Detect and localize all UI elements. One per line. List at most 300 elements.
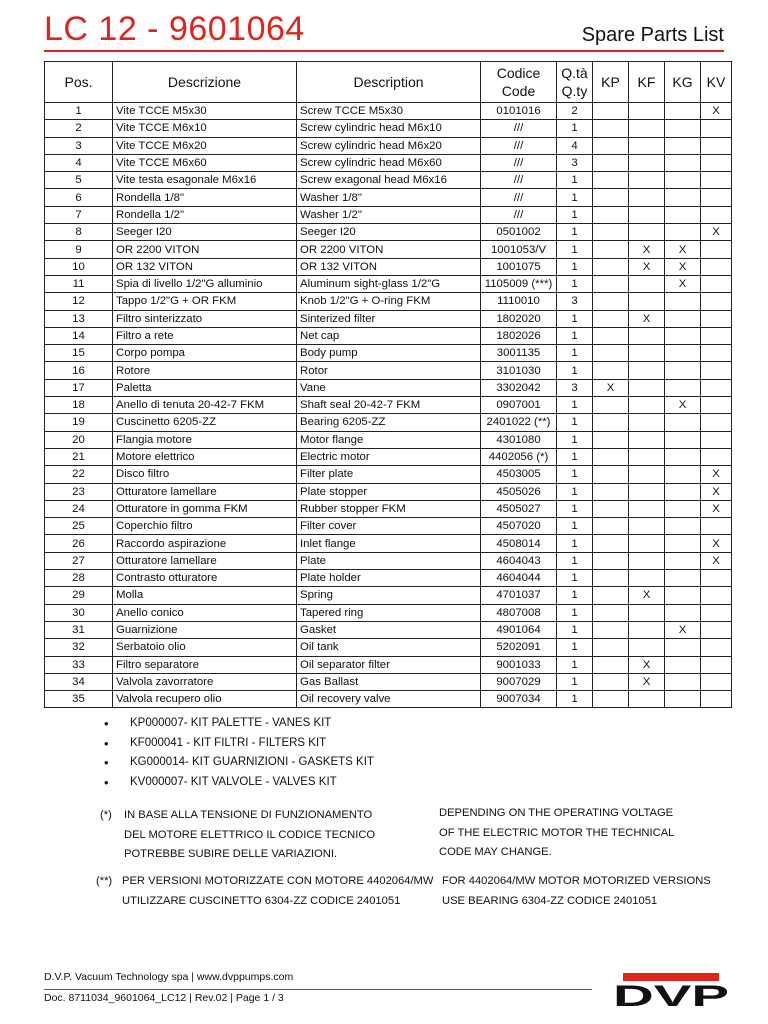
cell-qty: 1 bbox=[557, 345, 593, 362]
cell-qty: 1 bbox=[557, 172, 593, 189]
cell-kv bbox=[701, 258, 732, 275]
cell-qty: 1 bbox=[557, 448, 593, 465]
cell-kg: X bbox=[665, 241, 701, 258]
cell-kf bbox=[629, 189, 665, 206]
cell-pos: 24 bbox=[45, 500, 113, 517]
cell-kp bbox=[593, 345, 629, 362]
cell-qty: 3 bbox=[557, 293, 593, 310]
cell-descrizione: Filtro a rete bbox=[113, 327, 297, 344]
cell-kv bbox=[701, 189, 732, 206]
cell-kv bbox=[701, 206, 732, 223]
kit-item-kg: • KG000014- KIT GUARNIZIONI - GASKETS KIT bbox=[104, 753, 374, 773]
cell-kg bbox=[665, 224, 701, 241]
cell-pos: 33 bbox=[45, 656, 113, 673]
col-header-descrizione: Descrizione bbox=[113, 62, 297, 103]
cell-kg bbox=[665, 570, 701, 587]
cell-code: 1105009 (***) bbox=[481, 275, 557, 292]
cell-code: /// bbox=[481, 172, 557, 189]
cell-kg bbox=[665, 535, 701, 552]
col-header-description: Description bbox=[297, 62, 481, 103]
table-row bbox=[45, 224, 732, 241]
cell-code: 1001075 bbox=[481, 258, 557, 275]
cell-code: 4503005 bbox=[481, 466, 557, 483]
cell-kg bbox=[665, 448, 701, 465]
cell-description: Washer 1/2" bbox=[297, 206, 481, 223]
cell-pos: 21 bbox=[45, 448, 113, 465]
cell-code: 1001053/V bbox=[481, 241, 557, 258]
cell-kg bbox=[665, 154, 701, 171]
cell-kg bbox=[665, 587, 701, 604]
note-1-english bbox=[439, 804, 674, 863]
cell-kp bbox=[593, 275, 629, 292]
cell-qty: 3 bbox=[557, 379, 593, 396]
cell-pos: 15 bbox=[45, 345, 113, 362]
cell-description: Plate bbox=[297, 552, 481, 569]
cell-description: Inlet flange bbox=[297, 535, 481, 552]
cell-description: Screw cylindric head M6x10 bbox=[297, 120, 481, 137]
cell-kv: X bbox=[701, 552, 732, 569]
kit-item-kv: • KV000007- KIT VALVOLE - VALVES KIT bbox=[104, 773, 374, 793]
cell-kv bbox=[701, 275, 732, 292]
col-header-kp: KP bbox=[593, 62, 629, 103]
cell-kg bbox=[665, 120, 701, 137]
cell-kv bbox=[701, 345, 732, 362]
cell-kv bbox=[701, 691, 732, 708]
cell-kg bbox=[665, 327, 701, 344]
cell-code: 0501002 bbox=[481, 224, 557, 241]
table-row bbox=[45, 345, 732, 362]
cell-qty: 1 bbox=[557, 327, 593, 344]
col-header-pos: Pos. bbox=[45, 62, 113, 103]
cell-code: /// bbox=[481, 206, 557, 223]
cell-description: Vane bbox=[297, 379, 481, 396]
cell-kg bbox=[665, 103, 701, 120]
cell-description: Motor flange bbox=[297, 431, 481, 448]
col-header-code-en: Code bbox=[501, 83, 536, 99]
cell-kv bbox=[701, 172, 732, 189]
cell-kg bbox=[665, 656, 701, 673]
cell-kp bbox=[593, 448, 629, 465]
cell-pos: 31 bbox=[45, 621, 113, 638]
cell-description: Rotor bbox=[297, 362, 481, 379]
cell-description: Seeger I20 bbox=[297, 224, 481, 241]
cell-description: Plate holder bbox=[297, 570, 481, 587]
cell-code: 4901064 bbox=[481, 621, 557, 638]
cell-qty: 1 bbox=[557, 397, 593, 414]
cell-code: 3302042 bbox=[481, 379, 557, 396]
cell-pos: 35 bbox=[45, 691, 113, 708]
cell-description: Washer 1/8" bbox=[297, 189, 481, 206]
cell-descrizione: Otturatore lamellare bbox=[113, 552, 297, 569]
table-row bbox=[45, 172, 732, 189]
cell-descrizione: Vite TCCE M5x30 bbox=[113, 103, 297, 120]
footer-rule bbox=[44, 989, 592, 990]
table-header-row bbox=[45, 62, 732, 103]
cell-kv bbox=[701, 241, 732, 258]
table-row bbox=[45, 379, 732, 396]
cell-descrizione: Flangia motore bbox=[113, 431, 297, 448]
cell-descrizione: Cuscinetto 6205-ZZ bbox=[113, 414, 297, 431]
cell-qty: 1 bbox=[557, 639, 593, 656]
table-row bbox=[45, 258, 732, 275]
cell-kp: X bbox=[593, 379, 629, 396]
cell-pos: 3 bbox=[45, 137, 113, 154]
table-row bbox=[45, 189, 732, 206]
table-row bbox=[45, 604, 732, 621]
cell-kp bbox=[593, 362, 629, 379]
cell-qty: 1 bbox=[557, 500, 593, 517]
cell-pos: 10 bbox=[45, 258, 113, 275]
cell-kp bbox=[593, 327, 629, 344]
cell-kp bbox=[593, 604, 629, 621]
cell-kv: X bbox=[701, 103, 732, 120]
cell-code: 4507020 bbox=[481, 518, 557, 535]
cell-kf bbox=[629, 483, 665, 500]
cell-pos: 14 bbox=[45, 327, 113, 344]
cell-kg bbox=[665, 362, 701, 379]
cell-qty: 1 bbox=[557, 258, 593, 275]
cell-kv bbox=[701, 397, 732, 414]
cell-descrizione: Valvola recupero olio bbox=[113, 691, 297, 708]
cell-description: Body pump bbox=[297, 345, 481, 362]
cell-kg bbox=[665, 137, 701, 154]
cell-qty: 1 bbox=[557, 414, 593, 431]
note-1-en-line: OF THE ELECTRIC MOTOR THE TECHNICAL bbox=[439, 826, 675, 839]
cell-kf bbox=[629, 345, 665, 362]
cell-kp bbox=[593, 483, 629, 500]
cell-kg bbox=[665, 310, 701, 327]
kit-item-kf: • KF000041 - KIT FILTRI - FILTERS KIT bbox=[104, 734, 374, 754]
note-2-en-line: FOR 4402064/MW MOTOR MOTORIZED VERSIONS bbox=[442, 875, 711, 887]
cell-kp bbox=[593, 691, 629, 708]
table-row bbox=[45, 535, 732, 552]
cell-description: Gasket bbox=[297, 621, 481, 638]
cell-kg: X bbox=[665, 258, 701, 275]
cell-pos: 9 bbox=[45, 241, 113, 258]
col-header-qty bbox=[557, 62, 593, 103]
cell-description: Shaft seal 20-42-7 FKM bbox=[297, 397, 481, 414]
cell-kg bbox=[665, 414, 701, 431]
cell-kp bbox=[593, 621, 629, 638]
cell-kv bbox=[701, 518, 732, 535]
cell-kg bbox=[665, 379, 701, 396]
cell-description: Aluminum sight-glass 1/2"G bbox=[297, 275, 481, 292]
cell-pos: 28 bbox=[45, 570, 113, 587]
table-row bbox=[45, 293, 732, 310]
cell-qty: 1 bbox=[557, 275, 593, 292]
note-1-it-line: IN BASE ALLA TENSIONE DI FUNZIONAMENTO bbox=[124, 809, 373, 821]
cell-qty: 1 bbox=[557, 310, 593, 327]
cell-description: Oil recovery valve bbox=[297, 691, 481, 708]
table-row bbox=[45, 518, 732, 535]
cell-code: 1802020 bbox=[481, 310, 557, 327]
cell-pos: 6 bbox=[45, 189, 113, 206]
cell-code: 1802026 bbox=[481, 327, 557, 344]
cell-pos: 5 bbox=[45, 172, 113, 189]
cell-kv bbox=[701, 154, 732, 171]
cell-kg bbox=[665, 604, 701, 621]
col-header-qty-en: Q.ty bbox=[561, 83, 588, 99]
cell-descrizione: Filtro separatore bbox=[113, 656, 297, 673]
cell-code: 4402056 (*) bbox=[481, 448, 557, 465]
table-row bbox=[45, 275, 732, 292]
cell-descrizione: Anello conico bbox=[113, 604, 297, 621]
cell-kf: X bbox=[629, 587, 665, 604]
cell-pos: 16 bbox=[45, 362, 113, 379]
table-row bbox=[45, 621, 732, 638]
cell-kv: X bbox=[701, 224, 732, 241]
cell-descrizione: Tappo 1/2"G + OR FKM bbox=[113, 293, 297, 310]
cell-kv bbox=[701, 587, 732, 604]
table-row bbox=[45, 431, 732, 448]
cell-kf: X bbox=[629, 673, 665, 690]
col-header-code-it: Codice bbox=[496, 65, 541, 81]
table-row bbox=[45, 448, 732, 465]
table-row bbox=[45, 570, 732, 587]
cell-kf bbox=[629, 172, 665, 189]
cell-descrizione: Guarnizione bbox=[113, 621, 297, 638]
cell-description: Filter plate bbox=[297, 466, 481, 483]
table-row bbox=[45, 397, 732, 414]
cell-kf bbox=[629, 362, 665, 379]
cell-kv bbox=[701, 604, 732, 621]
cell-kf: X bbox=[629, 656, 665, 673]
cell-description: Knob 1/2"G + O-ring FKM bbox=[297, 293, 481, 310]
cell-code: /// bbox=[481, 154, 557, 171]
cell-pos: 4 bbox=[45, 154, 113, 171]
note-1-it-line: POTREBBE SUBIRE DELLE VARIAZIONI. bbox=[124, 848, 338, 860]
cell-qty: 3 bbox=[557, 154, 593, 171]
cell-kg: X bbox=[665, 621, 701, 638]
cell-pos: 17 bbox=[45, 379, 113, 396]
footer-company: D.V.P. Vacuum Technology spa | www.dvppumps.com bbox=[44, 971, 294, 983]
cell-kv: X bbox=[701, 466, 732, 483]
cell-qty: 1 bbox=[557, 552, 593, 569]
table-row bbox=[45, 206, 732, 223]
table-row bbox=[45, 483, 732, 500]
cell-pos: 29 bbox=[45, 587, 113, 604]
cell-kp bbox=[593, 639, 629, 656]
cell-kg bbox=[665, 172, 701, 189]
cell-kg: X bbox=[665, 397, 701, 414]
cell-kp bbox=[593, 293, 629, 310]
cell-qty: 1 bbox=[557, 362, 593, 379]
cell-kp bbox=[593, 172, 629, 189]
cell-kp bbox=[593, 570, 629, 587]
note-2-mark: (**) bbox=[96, 875, 113, 887]
cell-kg bbox=[665, 518, 701, 535]
cell-description: Spring bbox=[297, 587, 481, 604]
cell-pos: 26 bbox=[45, 535, 113, 552]
cell-kv bbox=[701, 656, 732, 673]
table-row bbox=[45, 327, 732, 344]
cell-kf bbox=[629, 621, 665, 638]
cell-kf bbox=[629, 397, 665, 414]
cell-pos: 7 bbox=[45, 206, 113, 223]
cell-description: Net cap bbox=[297, 327, 481, 344]
cell-qty: 1 bbox=[557, 224, 593, 241]
cell-kg bbox=[665, 691, 701, 708]
page-title: LC 12 - 9601064 bbox=[44, 10, 305, 48]
cell-descrizione: Serbatoio olio bbox=[113, 639, 297, 656]
cell-kf bbox=[629, 154, 665, 171]
cell-qty: 1 bbox=[557, 466, 593, 483]
cell-qty: 1 bbox=[557, 604, 593, 621]
note-1-mark: (*) bbox=[100, 809, 112, 821]
cell-kv bbox=[701, 137, 732, 154]
spare-parts-table bbox=[44, 61, 732, 708]
cell-descrizione: OR 132 VITON bbox=[113, 258, 297, 275]
cell-kf bbox=[629, 535, 665, 552]
cell-kp bbox=[593, 206, 629, 223]
cell-kg bbox=[665, 639, 701, 656]
table-row bbox=[45, 103, 732, 120]
cell-kf: X bbox=[629, 258, 665, 275]
cell-kv bbox=[701, 570, 732, 587]
cell-kf: X bbox=[629, 310, 665, 327]
cell-kf: X bbox=[629, 241, 665, 258]
cell-description: Sinterized filter bbox=[297, 310, 481, 327]
cell-kv bbox=[701, 414, 732, 431]
cell-kg bbox=[665, 466, 701, 483]
cell-kf bbox=[629, 500, 665, 517]
cell-kv bbox=[701, 448, 732, 465]
cell-kf bbox=[629, 275, 665, 292]
cell-kp bbox=[593, 397, 629, 414]
note-1-it-line: DEL MOTORE ELETTRICO IL CODICE TECNICO bbox=[124, 828, 376, 841]
cell-code: 3101030 bbox=[481, 362, 557, 379]
table-row bbox=[45, 639, 732, 656]
cell-kf bbox=[629, 414, 665, 431]
cell-kf bbox=[629, 570, 665, 587]
cell-pos: 34 bbox=[45, 673, 113, 690]
cell-description: Oil separator filter bbox=[297, 656, 481, 673]
cell-descrizione: Anello di tenuta 20-42-7 FKM bbox=[113, 397, 297, 414]
cell-kv bbox=[701, 639, 732, 656]
cell-kf bbox=[629, 206, 665, 223]
cell-kf bbox=[629, 448, 665, 465]
cell-kp bbox=[593, 189, 629, 206]
cell-qty: 1 bbox=[557, 621, 593, 638]
cell-kp bbox=[593, 137, 629, 154]
cell-pos: 18 bbox=[45, 397, 113, 414]
cell-kf bbox=[629, 137, 665, 154]
dvp-logo bbox=[611, 970, 731, 1008]
cell-kv bbox=[701, 673, 732, 690]
cell-descrizione: Paletta bbox=[113, 379, 297, 396]
cell-kg bbox=[665, 673, 701, 690]
cell-kf bbox=[629, 552, 665, 569]
cell-descrizione: OR 2200 VITON bbox=[113, 241, 297, 258]
cell-pos: 8 bbox=[45, 224, 113, 241]
cell-qty: 1 bbox=[557, 570, 593, 587]
header-rule bbox=[44, 50, 724, 52]
cell-code: 4505026 bbox=[481, 483, 557, 500]
cell-description: Screw cylindric head M6x60 bbox=[297, 154, 481, 171]
cell-code: 4604043 bbox=[481, 552, 557, 569]
cell-kp bbox=[593, 154, 629, 171]
cell-kp bbox=[593, 466, 629, 483]
cell-pos: 22 bbox=[45, 466, 113, 483]
cell-code: 2401022 (**) bbox=[481, 414, 557, 431]
cell-qty: 1 bbox=[557, 673, 593, 690]
cell-description: Screw exagonal head M6x16 bbox=[297, 172, 481, 189]
cell-kp bbox=[593, 535, 629, 552]
cell-kv: X bbox=[701, 500, 732, 517]
cell-kp bbox=[593, 431, 629, 448]
cell-descrizione: Contrasto otturatore bbox=[113, 570, 297, 587]
cell-descrizione: Rotore bbox=[113, 362, 297, 379]
kits-list bbox=[104, 714, 374, 792]
cell-descrizione: Otturatore in gomma FKM bbox=[113, 500, 297, 517]
cell-qty: 1 bbox=[557, 535, 593, 552]
cell-kf bbox=[629, 379, 665, 396]
cell-code: 5202091 bbox=[481, 639, 557, 656]
note-1-italian bbox=[124, 806, 375, 865]
cell-qty: 1 bbox=[557, 691, 593, 708]
cell-kp bbox=[593, 518, 629, 535]
cell-descrizione: Corpo pompa bbox=[113, 345, 297, 362]
cell-code: 0101016 bbox=[481, 103, 557, 120]
table-row bbox=[45, 362, 732, 379]
table-row bbox=[45, 587, 732, 604]
table-row bbox=[45, 241, 732, 258]
cell-code: 0907001 bbox=[481, 397, 557, 414]
col-header-kf: KF bbox=[629, 62, 665, 103]
cell-qty: 1 bbox=[557, 189, 593, 206]
cell-description: Tapered ring bbox=[297, 604, 481, 621]
cell-kg bbox=[665, 552, 701, 569]
cell-kf bbox=[629, 691, 665, 708]
note-1-en-line: CODE MAY CHANGE. bbox=[439, 846, 552, 858]
cell-descrizione: Molla bbox=[113, 587, 297, 604]
cell-code: 4505027 bbox=[481, 500, 557, 517]
cell-descrizione: Vite TCCE M6x60 bbox=[113, 154, 297, 171]
cell-kg bbox=[665, 431, 701, 448]
cell-qty: 1 bbox=[557, 241, 593, 258]
note-1-en-line: DEPENDING ON THE OPERATING VOLTAGE bbox=[439, 807, 674, 819]
col-header-code bbox=[481, 62, 557, 103]
table-body bbox=[45, 103, 732, 708]
table-row bbox=[45, 137, 732, 154]
cell-pos: 23 bbox=[45, 483, 113, 500]
table-row bbox=[45, 656, 732, 673]
cell-code: /// bbox=[481, 189, 557, 206]
cell-pos: 32 bbox=[45, 639, 113, 656]
footer-doc-ref: Doc. 8711034_9601064_LC12 | Rev.02 | Page 1 / 3 bbox=[44, 992, 284, 1004]
cell-kf bbox=[629, 604, 665, 621]
cell-kv bbox=[701, 379, 732, 396]
table-row bbox=[45, 466, 732, 483]
cell-code: 3001135 bbox=[481, 345, 557, 362]
note-2-english bbox=[442, 872, 711, 911]
cell-kf bbox=[629, 327, 665, 344]
cell-descrizione: Vite TCCE M6x20 bbox=[113, 137, 297, 154]
cell-descrizione: Otturatore lamellare bbox=[113, 483, 297, 500]
cell-code: /// bbox=[481, 137, 557, 154]
cell-pos: 11 bbox=[45, 275, 113, 292]
cell-kf bbox=[629, 293, 665, 310]
table-row bbox=[45, 154, 732, 171]
cell-kp bbox=[593, 120, 629, 137]
cell-descrizione: Motore elettrico bbox=[113, 448, 297, 465]
cell-code: 9001033 bbox=[481, 656, 557, 673]
cell-kp bbox=[593, 224, 629, 241]
cell-kp bbox=[593, 103, 629, 120]
cell-kp bbox=[593, 310, 629, 327]
cell-pos: 25 bbox=[45, 518, 113, 535]
col-header-qty-it: Q.tà bbox=[561, 65, 588, 81]
